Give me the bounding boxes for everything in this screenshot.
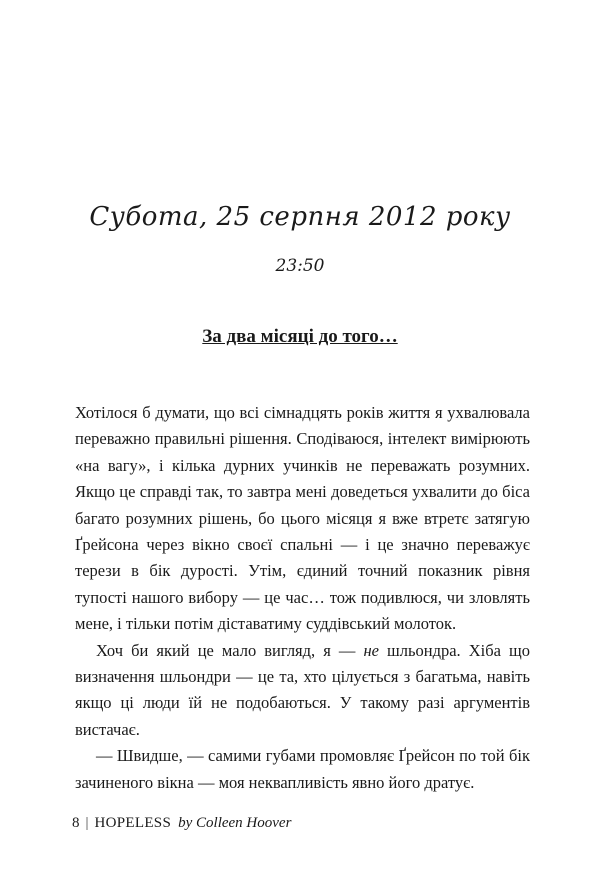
page-number: 8 <box>72 815 80 831</box>
text-run: Хотілося б думати, що всі сімнадцять років життя я ухвалювала переважно правильні рішення. Сподіваюся, інтелект вимірюють «на вагу», і кілька дурних учинків не переважать розумних. Якщо це справді так, то завтра мені доведеться ухвалити до біса багато розумних рішень, бо цього місяця я вже втретє затягую Ґрейсона через вікно своєї спальні — і це значно переважує терези в бік дурості. Утім, єдиний точний показник рівня тупості нашого вибору — це час… тож подивлюся, чи зловлять мене, і тільки потім діставатиму суддівський молоток. <box>75 403 530 634</box>
page-footer <box>72 815 291 832</box>
author-byline: by Colleen Hoover <box>178 815 292 831</box>
chapter-date-heading: Субота, 25 серпня 2012 року <box>89 202 511 232</box>
emphasis-text: не <box>363 640 379 660</box>
body-text <box>75 400 530 796</box>
text-run: — Швидше, — самими губами промовляє Ґрейсон по той бік зачиненого вікна — моя неквапливість явно його дратує. <box>75 746 530 792</box>
section-subheading: За два місяці до того… <box>202 326 398 347</box>
paragraph <box>75 400 530 638</box>
book-title: HOPELESS <box>94 815 172 831</box>
text-run: Хоч би який це мало вигляд, я — <box>96 640 364 660</box>
text-run: шльондра. Хіба що визначення шльондри — це та, хто цілується з багатьма, навіть якщо ці люди їй не подобаються. У такому разі аргументів вистачає. <box>75 640 530 739</box>
paragraph <box>75 743 530 796</box>
footer-separator: | <box>85 815 89 831</box>
chapter-time-heading: 23:50 <box>275 256 325 276</box>
paragraph <box>75 638 530 744</box>
